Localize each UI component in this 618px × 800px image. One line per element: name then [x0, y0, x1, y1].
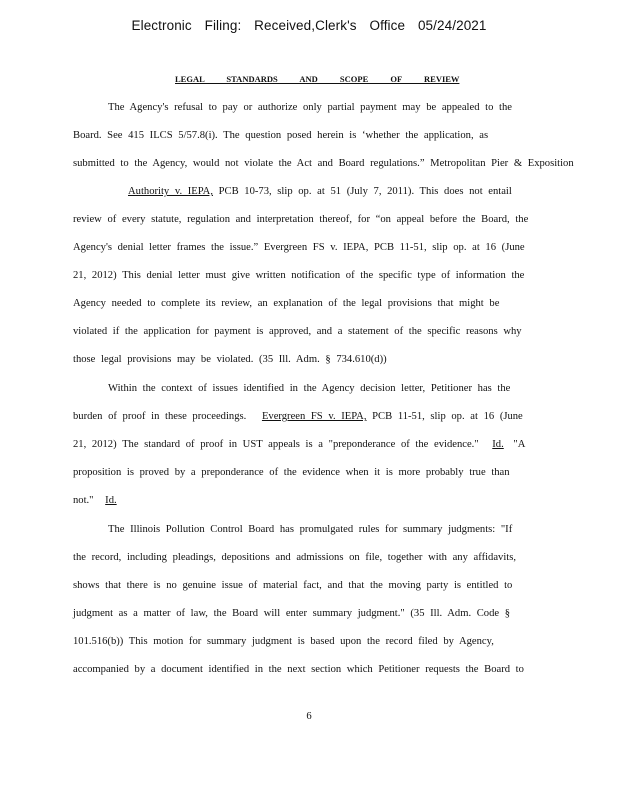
- body-text: "A: [513, 439, 526, 450]
- body-line: 101.516(b)) This motion for summary judgment is based upon the record filed by Agency,: [73, 636, 494, 647]
- body-line: Agency's denial letter frames the issue.” Evergreen FS v. IEPA, PCB 11-51, slip op. at 16 (June: [73, 242, 525, 253]
- body-line: The Illinois Pollution Control Board has promulgated rules for summary judgments: "If: [108, 524, 513, 535]
- body-text: 21, 2012) The standard of proof in UST appeals is a "preponderance of the evidence.": [73, 439, 479, 450]
- body-line: Board. See 415 ILCS 5/57.8(i). The question posed herein is ‘whether the application, as: [73, 130, 489, 141]
- body-line: [73, 439, 525, 451]
- body-line: [73, 411, 523, 423]
- body-line: proposition is proved by a preponderance of the evidence when it is more probably true than: [73, 467, 510, 478]
- body-line: review of every statute, regulation and interpretation thereof, for “on appeal before the Board, the: [73, 214, 529, 225]
- body-line: 21, 2012) This denial letter must give written notification of the specific type of information the: [73, 270, 525, 281]
- body-line: those legal provisions may be violated. (35 Ill. Adm. § 734.610(d)): [73, 354, 387, 365]
- body-text: burden of proof in these proceedings.: [73, 411, 247, 422]
- body-text: not.": [73, 495, 94, 506]
- body-line: [73, 495, 121, 507]
- page-number: 6: [306, 711, 312, 722]
- body-line: judgment as a matter of law, the Board will enter summary judgment." (35 Ill. Adm. Code §: [73, 608, 511, 619]
- body-line: Within the context of issues identified in the Agency decision letter, Petitioner has the: [108, 383, 511, 394]
- section-heading: LEGAL STANDARDS AND SCOPE OF REVIEW: [175, 74, 460, 84]
- body-text: PCB 11-51, slip op. at 16 (June: [372, 411, 523, 422]
- body-line: [73, 186, 512, 198]
- id-citation: Id.: [105, 495, 117, 506]
- filing-stamp: Electronic Filing: Received,Clerk's Office 05/24/2021: [131, 18, 487, 33]
- body-line: The Agency's refusal to pay or authorize only partial payment may be appealed to the: [108, 102, 512, 113]
- case-citation: Evergreen FS v. IEPA,: [261, 411, 367, 422]
- body-text: PCB 10-73, slip op. at 51 (July 7, 2011). This does not entail: [218, 186, 512, 197]
- body-line: the record, including pleadings, depositions and admissions on file, together with any affidavits,: [73, 552, 516, 563]
- body-line: violated if the application for payment is approved, and a statement of the specific reasons why: [73, 326, 522, 337]
- body-line: submitted to the Agency, would not violate the Act and Board regulations.” Metropolitan Pier & Exposition: [73, 158, 574, 169]
- body-line: shows that there is no genuine issue of material fact, and that the moving party is entitled to: [73, 580, 513, 591]
- body-line: accompanied by a document identified in the next section which Petitioner requests the Board to: [73, 664, 524, 675]
- id-citation: Id.: [492, 439, 504, 450]
- case-citation: Authority v. IEPA,: [128, 186, 213, 197]
- body-line: Agency needed to complete its review, an explanation of the legal provisions that might be: [73, 298, 500, 309]
